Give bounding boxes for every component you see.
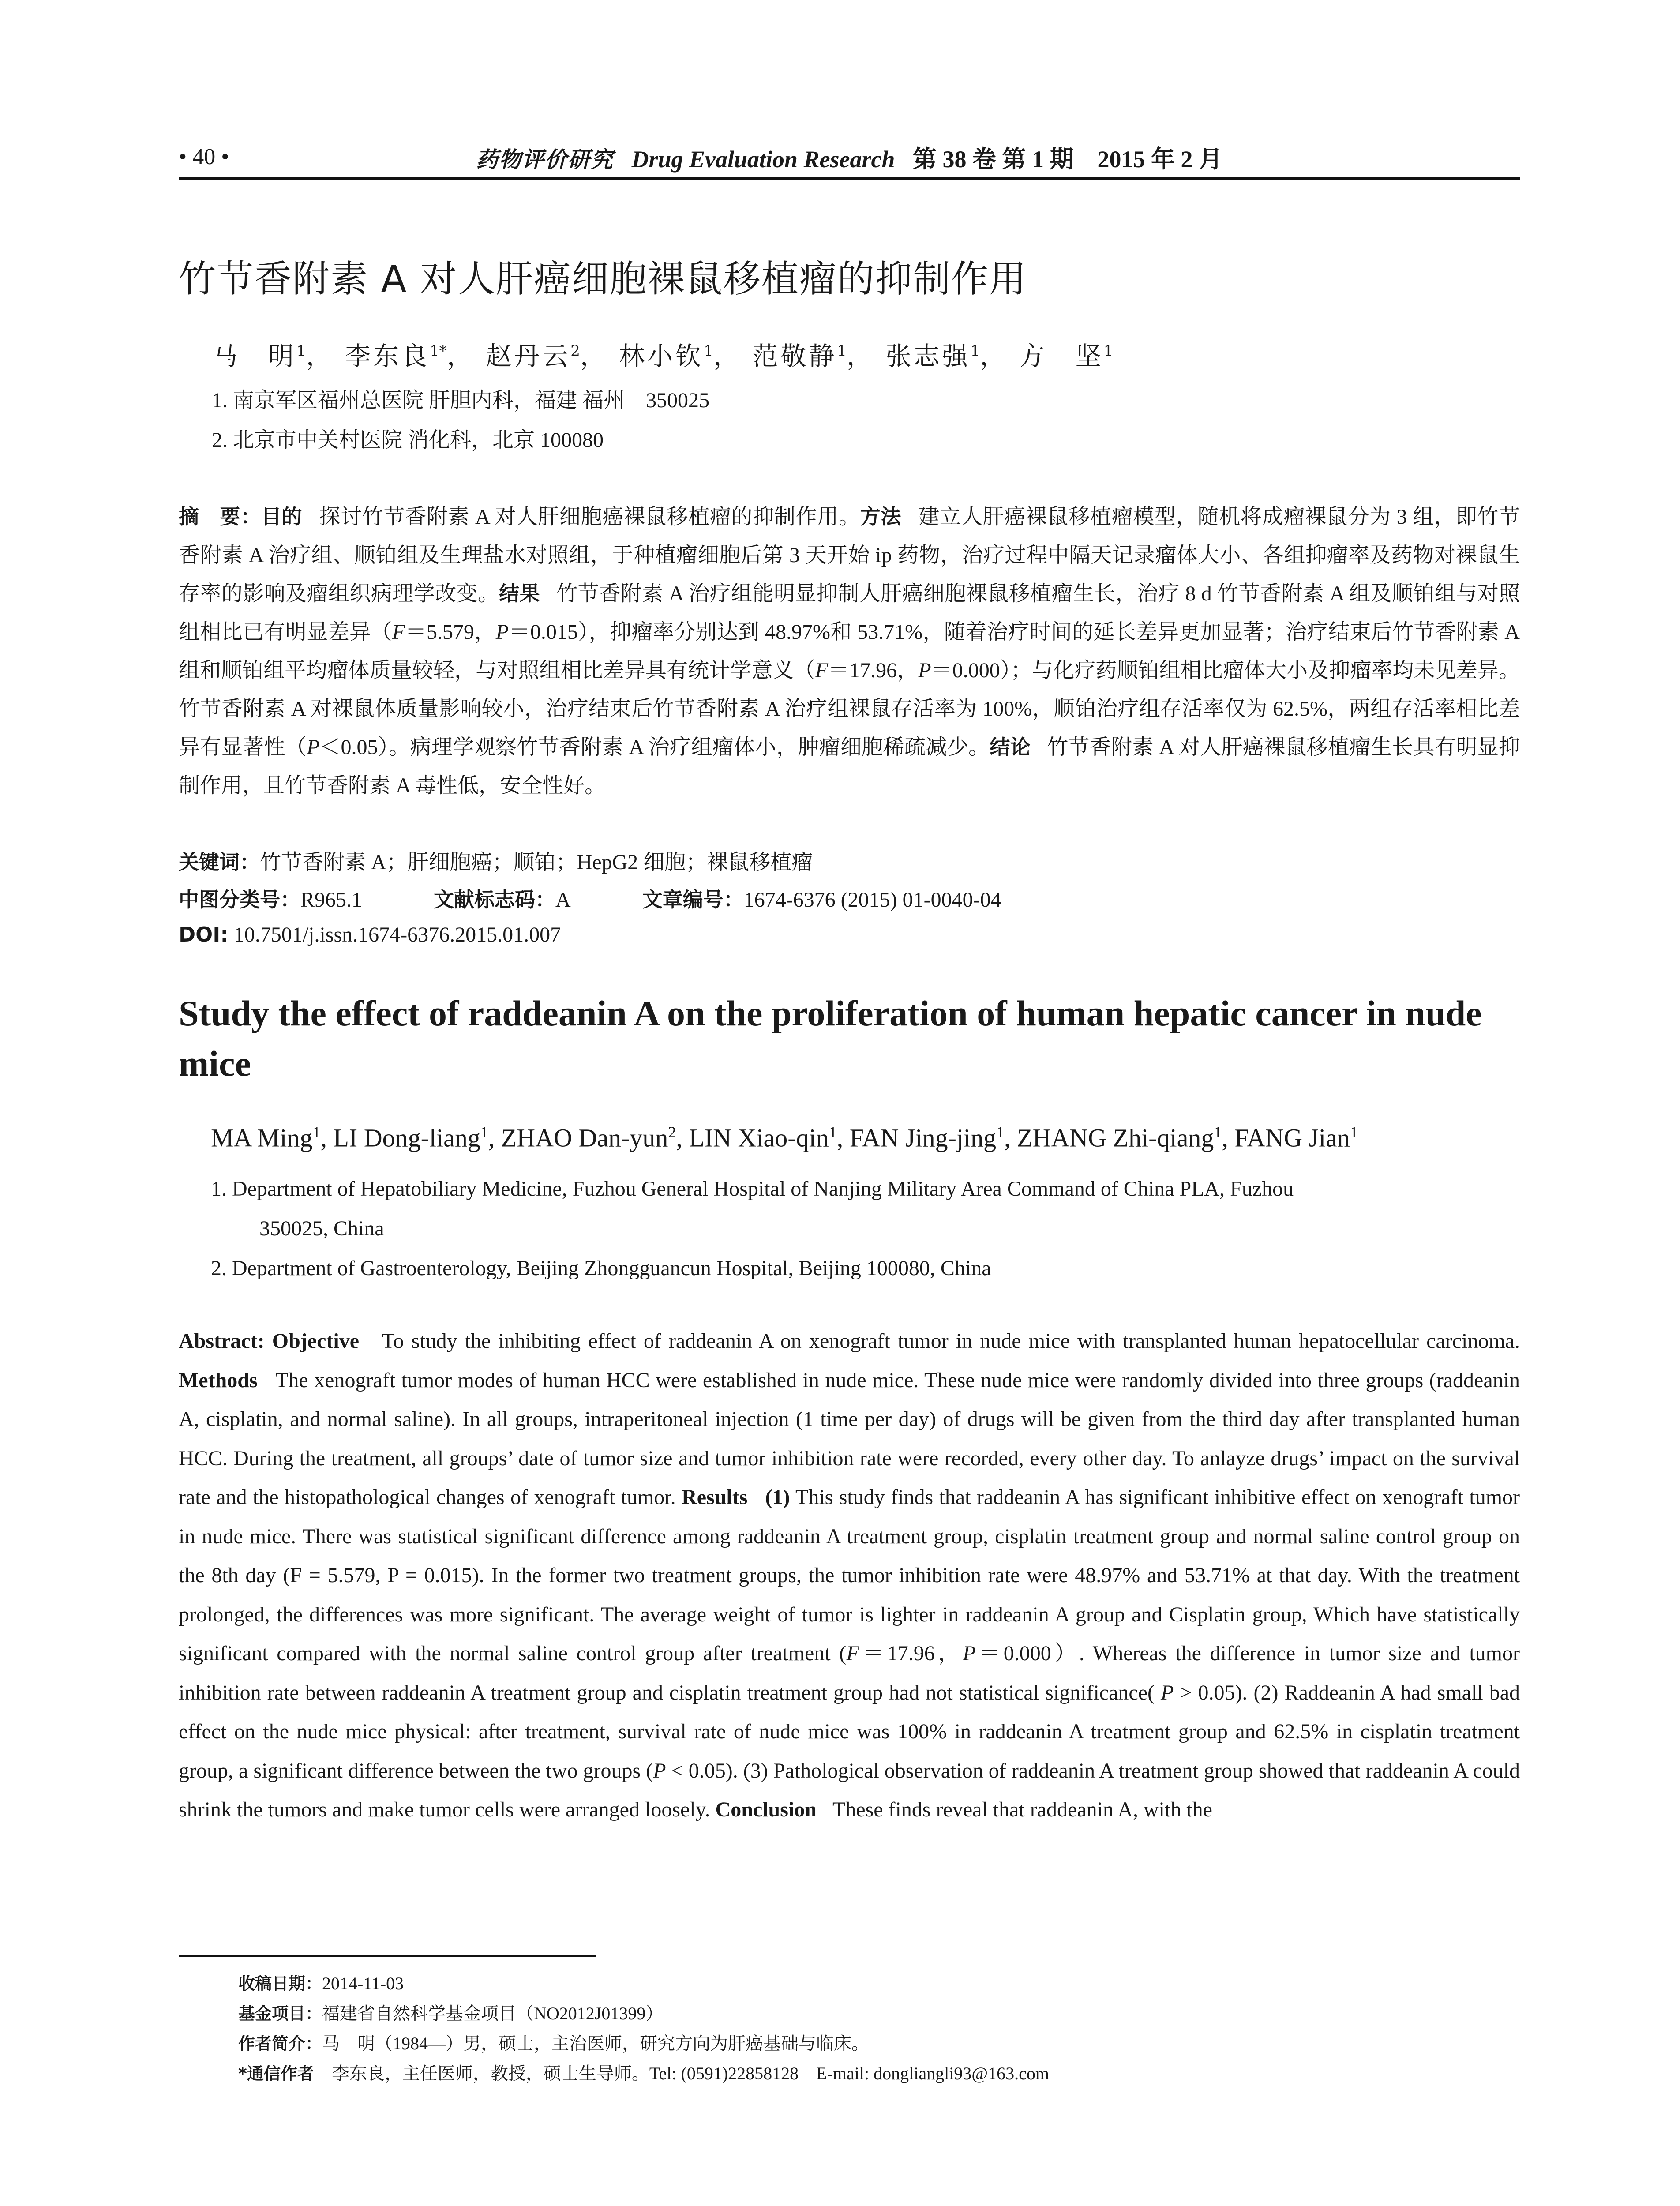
conclusion-label: Conclusion — [715, 1798, 817, 1821]
author-name: MA Ming — [211, 1123, 313, 1152]
stat-symbol: P — [963, 1642, 976, 1665]
results-text: This study finds that raddeanin A has significant inhibitive effect on xenograft tumor in nude mice. There was statistical significant difference among raddeanin A treatment group, cisplatin treatment group and normal saline control group on the 8th day (F = 5.579, P = 0.015). In the former two treatment groups, the tumor inhibition rate were 48.97% and 53.71% at that day. With the treatment prolonged, the differences was more significant. The average weight of tumor is lighter in raddeanin A group and Cisplatin group, Which have statistically significant compared with the normal saline control group after treatment ( — [179, 1486, 1520, 1665]
abstract-label: 摘 要： — [179, 505, 261, 529]
footnote-text: 马 明（1984—）男，硕士，主治医师，研究方向为肝癌基础与临床。 — [322, 2033, 870, 2053]
footnote-funding — [238, 1999, 1049, 2029]
methods-label: Methods — [179, 1368, 258, 1392]
doi-line — [179, 923, 561, 947]
running-header — [179, 140, 1520, 176]
author-affil-mark: 1 — [837, 342, 847, 360]
author-affil-mark: 1 — [704, 342, 713, 360]
results-text: ＜0.05）。病理学观察竹节香附素 A 治疗组瘤体小，肿瘤细胞稀疏减少。 — [319, 735, 990, 759]
doi-value: 10.7501/j.issn.1674-6376.2015.01.007 — [233, 923, 561, 946]
author-affil-mark: 2 — [668, 1123, 676, 1141]
doc-code-value: A — [555, 888, 571, 912]
footnote-text: 福建省自然科学基金项目（NO2012J01399） — [322, 2003, 664, 2023]
results-text: < 0.05). (3) Pathological observation of raddeanin A treatment group showed that raddeanin A could shrink the tumors and make tumor cells were arranged loosely. — [179, 1759, 1520, 1821]
author-affil-mark: 1 — [312, 1123, 321, 1141]
results-text: ＝0.000）. Whereas the difference in tumor size and tumor inhibition rate between raddeanin A treatment group and cisplatin treatment group had not statistical significance( — [179, 1642, 1520, 1704]
title-chinese: 竹节香附素 A 对人肝癌细胞裸鼠移植瘤的抑制作用 — [179, 257, 1027, 300]
author-affil-mark: 1 — [1214, 1123, 1222, 1141]
author-name: 李东良 — [345, 341, 430, 371]
conclusion-text: These finds reveal that raddeanin A, with the — [832, 1798, 1212, 1821]
abstract-english — [179, 1322, 1520, 1830]
conclusion-label: 结论 — [990, 735, 1031, 759]
results-text: ＝17.96， — [859, 1642, 963, 1665]
clc-value: R965.1 — [300, 888, 363, 912]
results-text: ＝0.015），抑瘤率分别达到 48.97%和 53.71%，随着治疗时间的延长差异更加显著；治疗结束后竹节香附素 A 组和顺铂组平均瘤体质量较轻，与对照组相比差异具有统计学意义（ — [179, 620, 1520, 682]
methods-text: 建立人肝癌裸鼠移植瘤模型，随机将成瘤裸鼠分为 3 组，即竹节香附素 A 治疗组、顺铂组及生理盐水对照组，于种植瘤细胞后第 3 天开始 ip 药物，治疗过程中隔天记录瘤体大小、各组抑瘤率及药物对裸鼠生存率的影响及瘤组织病理学改变。 — [179, 505, 1520, 605]
abstract-label: Abstract: — [179, 1329, 265, 1353]
author-name: FANG Jian — [1234, 1123, 1350, 1152]
stat-symbol: F — [846, 1642, 859, 1665]
objective-text: 探讨竹节香附素 A 对人肝细胞癌裸鼠移植瘤的抑制作用。 — [319, 505, 860, 529]
author-affil-mark: 1 — [1103, 342, 1114, 360]
author-name: ZHANG Zhi-qiang — [1017, 1123, 1214, 1152]
author-affil-mark: 1 — [480, 1123, 488, 1141]
methods-text: The xenograft tumor modes of human HCC were established in nude mice. These nude mice were randomly divided into three groups (raddeanin A, cisplatin, and normal saline). In all groups, intraperitoneal injection (1 time per day) of drugs will be given from the third day after transplanted human HCC. During the treatment, all groups’ date of tumor size and tumor inhibition rate were recorded, every other day. To anlayze drugs’ impact on the survival rate and the histopathological changes of xenograft tumor. — [179, 1368, 1520, 1509]
abstract-chinese — [179, 498, 1520, 805]
stat-symbol: P — [653, 1759, 666, 1782]
stat-symbol: P — [495, 620, 509, 644]
results-text: ＝0.000）；与化疗药顺铂组相比瘤体大小及抑瘤率均未见差异。竹节香附素 A 对裸鼠体质量影响较小，治疗结束后竹节香附素 A 治疗组裸鼠存活率为 100%，顺铂治疗组存活率仅为 62.5%，两组存活率相比差异有显著性（ — [179, 659, 1520, 759]
footnote-received — [238, 1969, 1049, 1999]
stat-symbol: P — [1161, 1681, 1174, 1704]
title-english: Study the effect of raddeanin A on the proliferation of human hepatic cancer in nude mice — [179, 993, 1482, 1084]
footnote-label: 收稿日期： — [238, 1974, 322, 1993]
footnote-text: 2014-11-03 — [322, 1973, 404, 1993]
keywords-label: 关键词： — [179, 850, 260, 874]
stat-symbol: F — [815, 659, 828, 682]
author-name: 方 坚 — [1019, 341, 1104, 371]
results-marker: (1) — [765, 1486, 790, 1509]
affiliation-english-1 — [211, 1169, 1520, 1249]
doi-label: DOI: — [179, 923, 229, 946]
affiliation-english-2: 2. Department of Gastroenterology, Beijing Zhongguancun Hospital, Beijing 100080, China — [211, 1257, 991, 1280]
journal-issue: 第 38 卷 第 1 期 2015 年 2 月 — [913, 146, 1223, 173]
author-affil-mark: 2 — [570, 342, 580, 360]
author-affil-mark: 1 — [296, 342, 306, 360]
affiliation-line: 350025, China — [259, 1217, 384, 1240]
results-label: Results — [682, 1486, 748, 1509]
author-affil-mark: 1 — [829, 1123, 837, 1141]
footnote-label: 作者简介： — [238, 2034, 322, 2053]
footnote-corresponding — [238, 2059, 1049, 2089]
conclusion-text: 竹节香附素 A 对人肝癌裸鼠移植瘤生长具有明显抑制作用，且竹节香附素 A 毒性低，安全性好。 — [179, 735, 1520, 797]
clc-label: 中图分类号： — [179, 888, 300, 912]
journal-logo: 药物评价研究 — [476, 146, 614, 173]
stat-symbol: F — [392, 620, 405, 644]
author-name: 赵丹云 — [486, 341, 571, 371]
author-name: 范敬静 — [752, 341, 837, 371]
objective-label: 目的 — [261, 505, 303, 529]
author-name: 张志强 — [885, 341, 971, 371]
footnotes — [238, 1969, 1049, 2089]
objective-text: To study the inhibiting effect of raddeanin A on xenograft tumor in nude mice with transplanted human hepatocellular carcinoma. — [382, 1329, 1520, 1353]
article-no-label: 文章编号： — [642, 888, 744, 912]
results-text: ＝5.579， — [405, 620, 496, 644]
footnote-author-bio — [238, 2029, 1049, 2059]
footnote-label: 基金项目： — [238, 2004, 322, 2023]
affiliation-line: 1. Department of Hepatobiliary Medicine, Fuzhou General Hospital of Nanjing Military Area Command of China PLA, Fuzhou — [211, 1177, 1294, 1201]
results-text: > 0.05). (2) Raddeanin A had small bad effect on the nude mice physical: after treatment, survival rate of nude mice was 100% in raddeanin A treatment group and 62.5% in cisplatin treatment group, a significant difference between the two groups ( — [179, 1681, 1520, 1782]
stat-symbol: P — [307, 735, 320, 759]
author-affil-mark: 1 — [996, 1123, 1005, 1141]
author-name: LI Dong-liang — [333, 1123, 480, 1152]
header-rule — [179, 177, 1520, 180]
stat-symbol: P — [918, 659, 931, 682]
footnote-rule — [179, 1955, 596, 1957]
author-affil-mark: 1* — [430, 342, 447, 360]
article-no-value: 1674-6376 (2015) 01-0040-04 — [743, 888, 1001, 912]
author-name: ZHAO Dan-yun — [501, 1123, 668, 1152]
keywords-chinese — [179, 845, 813, 875]
footnote-label: *通信作者 — [238, 2064, 314, 2083]
doc-code-label: 文献标志码： — [434, 888, 556, 912]
results-text: ＝17.96， — [828, 659, 919, 682]
objective-label: Objective — [272, 1329, 360, 1353]
methods-label: 方法 — [860, 505, 902, 529]
journal-info — [179, 140, 1520, 174]
journal-english-name: Drug Evaluation Research — [631, 146, 895, 173]
classification-line — [179, 884, 1068, 913]
authors-english: MA Ming$^1$, LI Dong-liang$^1$, ZHAO Dan-yun$^2$, LIN Xiao-qin$^1$, FAN Jing-jing$^1$, ZHANG Zhi-qiang$^1$, FANG Jian$^1$ — [211, 1123, 1358, 1152]
results-text: 竹节香附素 A 治疗组能明显抑制人肝癌细胞裸鼠移植瘤生长，治疗 8 d 竹节香附素 A 组及顺铂组与对照组相比已有明显差异（ — [179, 582, 1520, 644]
results-label: 结果 — [499, 582, 540, 605]
author-name: 林小钦 — [619, 341, 704, 371]
author-name: LIN Xiao-qin — [689, 1123, 829, 1152]
affiliation-chinese-1: 1. 南京军区福州总医院 肝胆内科，福建 福州 350025 — [212, 389, 710, 412]
author-affil-mark: 1 — [970, 342, 980, 360]
affiliation-chinese-2: 2. 北京市中关村医院 消化科，北京 100080 — [212, 428, 604, 452]
keywords-text: 竹节香附素 A；肝细胞癌；顺铂；HepG2 细胞；裸鼠移植瘤 — [260, 851, 813, 874]
author-name: FAN Jing-jing — [849, 1123, 997, 1152]
authors-chinese: 马 明$^1$， 李东良$^{1*}$， 赵丹云$^2$， 林小钦$^1$， 范敬静$^1$， 张志强$^1$， 方 坚$^1$ — [212, 341, 1114, 371]
page-number: • 40 • — [179, 144, 229, 169]
author-affil-mark: 1 — [1350, 1123, 1358, 1141]
author-name: 马 明 — [212, 341, 297, 371]
footnote-text: 李东良，主任医师，教授，硕士生导师。Tel: (0591)22858128 E-mail: dongliangli93@163.com — [314, 2063, 1050, 2083]
